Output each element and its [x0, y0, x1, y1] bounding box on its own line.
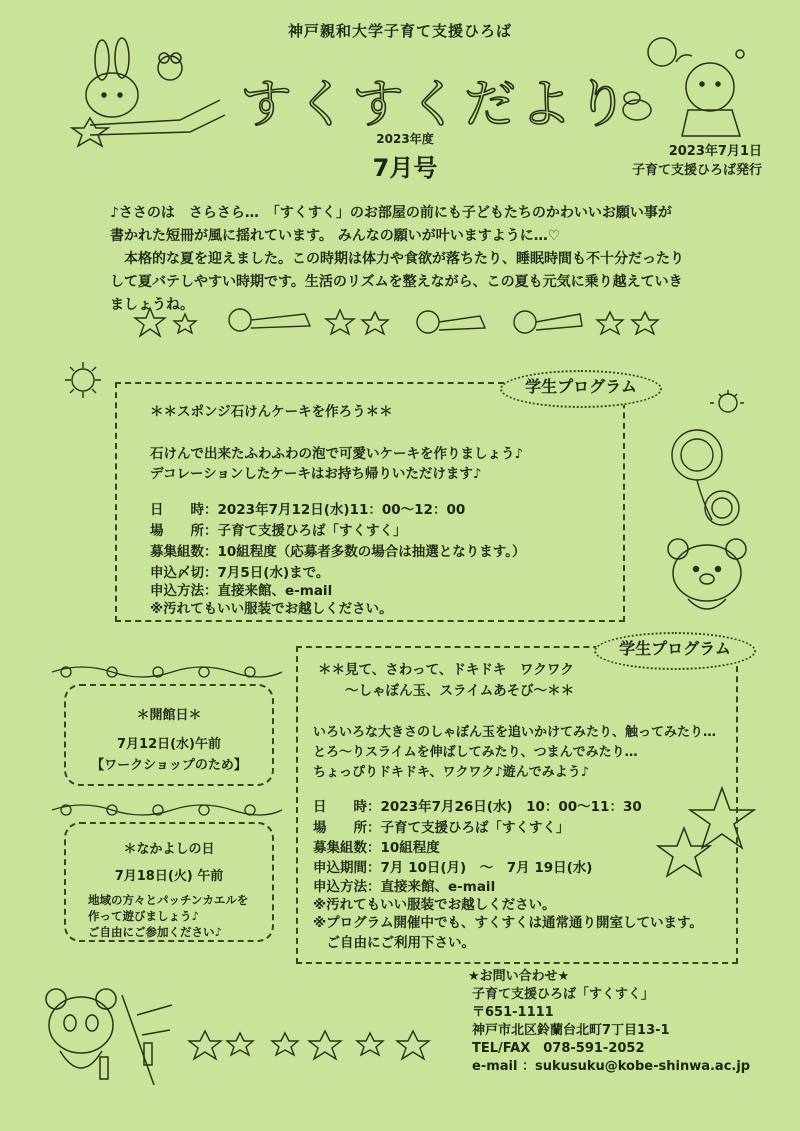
flower-garland-top — [52, 662, 282, 682]
nakayoshi-date: 7月18日(火) 午前 — [114, 869, 224, 884]
contact-name: 子育て支援ひろば「すくすく」 — [472, 987, 655, 1002]
sunflower-icon — [652, 420, 742, 530]
program2-heading: ＊＊見て、さわって、ドキドキ ワクワク — [318, 662, 574, 678]
contact-tel: TEL/FAX 078-591-2052 — [472, 1041, 645, 1056]
program2-desc: とろ～りスライムを伸ばしてみたり、つまんでみたり… — [313, 745, 638, 760]
issue-label: 7月号 — [372, 154, 438, 182]
girl-bee-illustration — [612, 32, 752, 137]
nakayoshi-desc: 地域の方々とパッチンカエルを — [88, 893, 249, 907]
publication-info — [632, 142, 762, 180]
fiscal-year: 2023年度 — [376, 132, 434, 146]
program2-note: ご自由にご利用下さい。 — [313, 935, 475, 951]
contact-info — [468, 968, 750, 1076]
program1-groups: 募集組数：10組程度（応募者多数の場合は抽選となります。） — [150, 544, 526, 560]
program1-method: 申込方法：直接来館、e-mail — [150, 583, 333, 599]
intro-line: ましょうね。 — [110, 297, 194, 313]
open-day-box — [64, 684, 274, 786]
sun-icon — [58, 358, 108, 408]
flower-garland-bottom — [52, 800, 282, 820]
contact-title: ★お問い合わせ★ — [468, 969, 570, 984]
contact-email[interactable]: e-mail ：sukusuku@kobe-shinwa.ac.jp — [472, 1059, 751, 1074]
program2-desc: ちょっぴりドキドキ、ワクワク♪遊んでみよう♪ — [313, 765, 590, 780]
program2-note: ※汚れてもいい服装でお越しください。 — [313, 897, 556, 913]
open-day-reason: 【ワークショップのため】 — [91, 758, 247, 773]
intro-line: して夏バテしやすい時期です。生活のリズムを整えながら、この夏も元気に乗り越えていき — [110, 274, 683, 290]
open-day-date: 7月12日(水)午前 — [116, 737, 222, 752]
nakayoshi-desc: 作って遊びましょう♪ — [88, 909, 199, 923]
program1-deadline: 申込〆切：7月5日(水)まで。 — [150, 565, 330, 581]
program2-desc: いろいろな大きさのしゃぼん玉を追いかけてみたり、触ってみたり… — [313, 725, 717, 740]
newsletter-title: すくすくだより — [240, 75, 633, 135]
program2-period: 申込期間：7月 10日(月) ～ 7月 19日(水) — [313, 860, 593, 876]
contact-address: 神戸市北区鈴蘭台北町7丁目13-1 — [472, 1023, 670, 1038]
program1-note: ※汚れてもいい服装でお越しください。 — [150, 601, 393, 617]
nakayoshi-day-box — [64, 822, 274, 942]
program2-heading: ～しゃぼん玉、スライムあそび～＊＊ — [345, 683, 575, 699]
intro-line: 本格的な夏を迎えました。この時期は体力や食欲が落ちたり、睡眠時間も不十分だったり — [110, 251, 684, 267]
program2-method: 申込方法：直接来館、e-mail — [313, 879, 496, 895]
intro-line: 書かれた短冊が風に揺れています。 みんなの願いが叶いますように…♡ — [110, 228, 561, 244]
sun-cloud-icon — [700, 388, 750, 418]
intro-message — [110, 202, 760, 317]
program2-date: 日 時：2023年7月26日(水) 10：00～11：30 — [313, 799, 642, 815]
publisher: 子育て支援ひろば発行 — [631, 163, 762, 178]
organization-name: 神戸親和大学子育て支援ひろば — [287, 22, 512, 40]
bear-icon — [660, 535, 755, 620]
panda-tanabata-illustration — [42, 985, 182, 1090]
program2-place: 場 所：子育て支援ひろば「すくすく」 — [313, 820, 570, 836]
contact-zip: 〒651-1111 — [472, 1005, 554, 1020]
program1-desc: 石けんで出来たふわふわの泡で可愛いケーキを作りましょう♪ — [150, 446, 524, 462]
program2-tag: 学生プログラム — [594, 632, 756, 670]
program1-date: 日 時：2023年7月12日(水)11：00～12：00 — [150, 502, 466, 518]
intro-line: ♪ささのは さらさら… 「すくすく」のお部屋の前にも子どもたちのかわいいお願い事が — [110, 205, 672, 221]
program2-groups: 募集組数：10組程度 — [313, 840, 440, 856]
program1-desc: デコレーションしたケーキはお持ち帰りいただけます♪ — [150, 466, 482, 482]
program1-place: 場 所：子育て支援ひろば「すくすく」 — [150, 523, 407, 539]
nakayoshi-desc: ご自由にご参加ください♪ — [88, 925, 222, 939]
bottom-stars-decoration — [185, 1025, 445, 1065]
program1-tag: 学生プログラム — [500, 370, 662, 408]
program1-heading: ＊＊スポンジ石けんケーキを作ろう＊＊ — [150, 404, 393, 420]
nakayoshi-title: ＊なかよしの日 — [123, 842, 215, 857]
publication-date: 2023年7月1日 — [668, 144, 762, 159]
program2-note: ※プログラム開催中でも、すくすくは通常通り開室しています。 — [313, 915, 703, 931]
rabbit-shooting-star-illustration — [60, 40, 230, 150]
open-day-title: ＊開館日＊ — [136, 708, 202, 723]
